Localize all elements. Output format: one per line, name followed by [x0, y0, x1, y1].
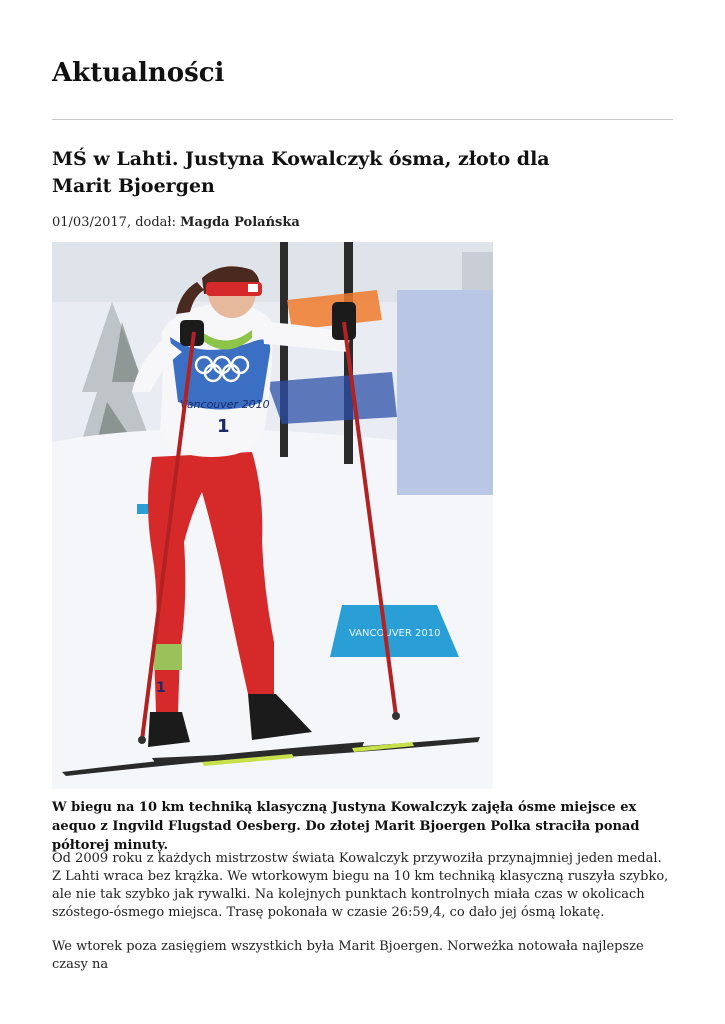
- marker-text: VANCOUVER 2010: [349, 628, 441, 639]
- article-paragraph-2: We wtorek poza zasięgiem wszystkich była Marit Bjoergen. Norweżka notowała najlepsze czasy na: [52, 939, 644, 972]
- article-paragraph-1: Od 2009 roku z każdych mistrzostw świata Kowalczyk przywoziła przynajmniej jeden medal. Z Lahti wraca bez krążka. We wtorkowym biegu na 10 km techniką klasyczną ruszyła szybko, ale nie tak szybko jak rywalki. Na kolejnych punktach kontrolnych miała czas w okolicach szóstego-ósmego miejsca. Trasę pokonała w czasie 26:59,4, co dało jej ósmą lokatę.: [52, 851, 669, 920]
- bib-text: Vancouver 2010: [180, 398, 270, 411]
- bib-number: 1: [217, 416, 230, 437]
- meta-separator: ,: [126, 215, 136, 230]
- calf-bib-number: 1: [156, 680, 166, 696]
- article-author[interactable]: Magda Polańska: [180, 215, 300, 230]
- section-title: Aktualności: [52, 58, 225, 88]
- article-date: 01/03/2017: [52, 215, 127, 230]
- article-lead: W biegu na 10 km techniką klasyczną Justyna Kowalczyk zajęła ósme miejsce ex aequo z Ingvild Flugstad Oesberg. Do złotej Marit Bjoergen Polka straciła ponad półtorej minuty.: [52, 800, 640, 853]
- article-meta: [52, 214, 300, 232]
- divider: [52, 119, 673, 120]
- article-title[interactable]: MŚ w Lahti. Justyna Kowalczyk ósma, złoto dla Marit Bjoergen: [52, 148, 550, 197]
- added-by-label: dodał:: [135, 215, 177, 230]
- article-photo: [52, 242, 493, 789]
- skier-photo-illustration: [52, 242, 493, 789]
